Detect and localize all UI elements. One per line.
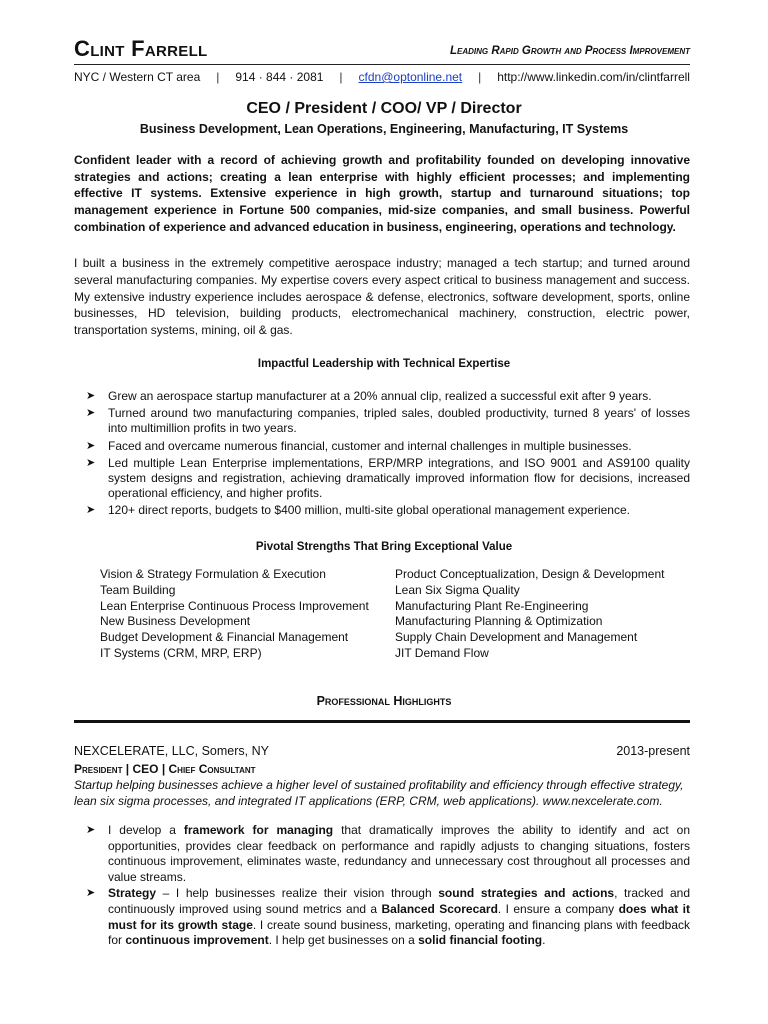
job-dates: 2013-present bbox=[616, 744, 690, 758]
strengths-grid bbox=[100, 567, 690, 662]
arrow-bullet-icon: ➤ bbox=[86, 887, 96, 900]
candidate-name: Clint Farrell bbox=[74, 36, 208, 61]
linkedin-url: http://www.linkedin.com/in/clintfarrell bbox=[497, 70, 690, 84]
job-title: President | CEO | Chief Consultant bbox=[74, 762, 256, 776]
strength-item: Lean Six Sigma Quality bbox=[395, 582, 520, 597]
strength-item: Team Building bbox=[100, 582, 176, 597]
arrow-bullet-icon: ➤ bbox=[86, 390, 96, 402]
company-name: NEXCELERATE, LLC, Somers, NY bbox=[74, 744, 269, 758]
leadership-heading: Impactful Leadership with Technical Expertise bbox=[257, 358, 511, 370]
summary-paragraph: Confident leader with a record of achieving growth and profitability founded on developing innovative strategies and actions; creating a lean enterprise with highly efficient processes; and implementing effective IT systems. Extensive experience in high growth, startup and turnaround situations; top management experience in Fortune 500 companies, mid-size companies, and small business. Powerful combination of experience and advanced education in business, engineering, operations and technology. bbox=[74, 153, 690, 234]
strengths-heading: Pivotal Strengths That Bring Exceptional Value bbox=[255, 541, 513, 553]
strength-item: Lean Enterprise Continuous Process Improvement bbox=[100, 598, 369, 613]
strength-item: Manufacturing Plant Re-Engineering bbox=[395, 598, 589, 613]
separator: | bbox=[216, 70, 220, 84]
list-item: ➤ Turned around two manufacturing companies, tripled sales, doubled productivity, turned 8 years' of losses into multimillion profits in two years. bbox=[86, 406, 690, 436]
strength-item: JIT Demand Flow bbox=[395, 645, 489, 660]
leadership-list bbox=[86, 389, 690, 520]
strength-item: Product Conceptualization, Design & Development bbox=[395, 567, 665, 581]
strength-item: IT Systems (CRM, MRP, ERP) bbox=[100, 645, 262, 660]
company-description: Startup helping businesses achieve a higher level of sustained profitability and efficiency through effective strategy, lean six sigma processes, and integrated IT applications (ERP, CRM, web applications). www.nexcelerate.com. bbox=[74, 778, 684, 808]
professional-highlights-heading: Professional Highlights bbox=[316, 694, 452, 708]
phone: 914 · 844 · 2081 bbox=[235, 70, 324, 84]
job-header bbox=[74, 744, 690, 758]
strength-item: Vision & Strategy Formulation & Execution bbox=[100, 567, 326, 581]
list-item: ➤ Faced and overcame numerous financial, customer and internal challenges in multiple businesses. bbox=[86, 438, 632, 453]
separator: | bbox=[339, 70, 343, 84]
list-item: ➤ Strategy – I help businesses realize their vision through sound strategies and actions, tracked and continuously improved using sound metrics and a Balanced Scorecard. I ensure a company does what it must for its growth stage. I create sound business, marketing, operating and financing plans with feedback for continuous improvement. I help get businesses on a solid financial footing. bbox=[86, 886, 691, 948]
expertise-areas: Business Development, Lean Operations, Engineering, Manufacturing, IT Systems bbox=[139, 122, 629, 136]
strength-item: New Business Development bbox=[100, 614, 251, 629]
location: NYC / Western CT area bbox=[74, 70, 201, 84]
arrow-bullet-icon: ➤ bbox=[86, 407, 96, 420]
job-accomplishments bbox=[86, 823, 690, 950]
arrow-bullet-icon: ➤ bbox=[86, 439, 96, 452]
list-item: ➤ Grew an aerospace startup manufacturer at a 20% annual clip, realized a successful exit after 9 years. bbox=[86, 389, 652, 403]
arrow-bullet-icon: ➤ bbox=[86, 503, 96, 516]
resume-header bbox=[74, 36, 690, 66]
arrow-bullet-icon: ➤ bbox=[86, 456, 96, 469]
header-divider bbox=[74, 64, 690, 65]
list-item: ➤ I develop a framework for managing that dramatically improves the ability to identify and act on opportunities, provides clear feedback on performance and rapidly adjusts to changing situations, fosters continuous improvement, eliminates waste, redundancy and unnecessary cost throughout all processes and value streams. bbox=[86, 823, 691, 884]
email-link[interactable]: cfdn@optonline.net bbox=[358, 70, 463, 84]
arrow-bullet-icon: ➤ bbox=[86, 824, 96, 836]
strength-item: Supply Chain Development and Management bbox=[395, 630, 638, 645]
strengths-left-column bbox=[100, 567, 395, 662]
strength-item: Budget Development & Financial Management bbox=[100, 630, 349, 645]
list-item: ➤ 120+ direct reports, budgets to $400 million, multi-site global operational management experience. bbox=[86, 502, 630, 517]
strength-item: Manufacturing Planning & Optimization bbox=[395, 614, 603, 629]
separator: | bbox=[478, 70, 482, 84]
section-divider bbox=[74, 720, 690, 723]
contact-line bbox=[74, 70, 690, 84]
list-item: ➤ Led multiple Lean Enterprise implementations, ERP/MRP integrations, and ISO 9001 and AS9100 quality system designs and registration, achieving dramatically improved information flow for decisions, increased operational efficiency, and higher profits. bbox=[86, 455, 690, 500]
tagline: Leading Rapid Growth and Process Improvement bbox=[449, 45, 690, 57]
intro-paragraph: I built a business in the extremely competitive aerospace industry; managed a tech startup; and turned around several manufacturing companies. My expertise covers every aspect critical to business management and success. My extensive industry experience includes aerospace & defense, electronics, software development, sports, online businesses, HD television, building products, electromechanical machinery, construction, electric power, transportation systems, mining, oil & gas. bbox=[74, 256, 690, 338]
role-titles: CEO / President / COO/ VP / Director bbox=[246, 100, 522, 117]
strengths-right-column bbox=[395, 567, 690, 662]
